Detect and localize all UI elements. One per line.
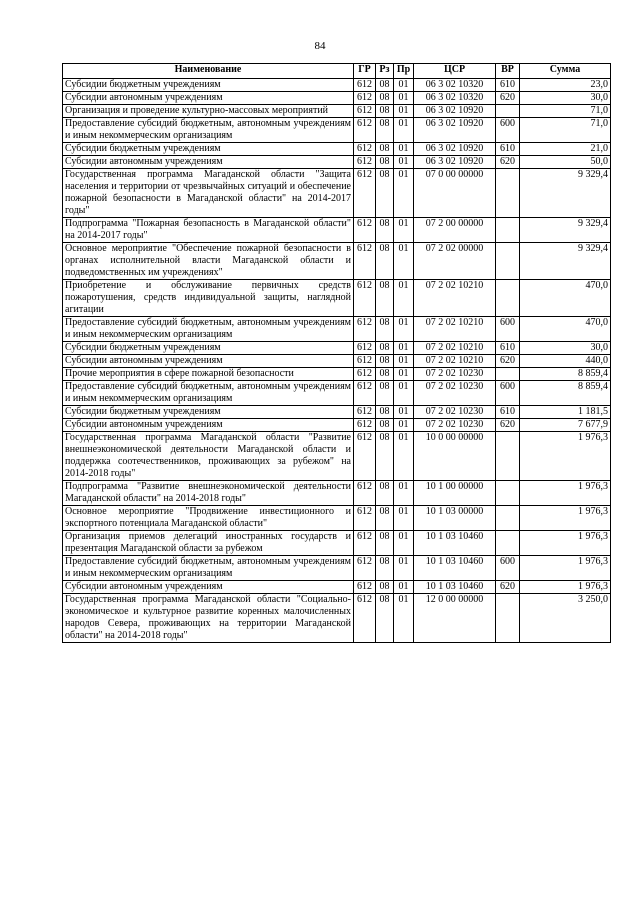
- cell-name: Государственная программа Магаданской области "Развитие внешнеэкономической деятельности Магаданской области и поддержка соотечественников, проживающих за рубежом" на 2014-2018 годы": [63, 432, 354, 481]
- header-pr: Пр: [394, 64, 414, 79]
- cell-rz: 08: [376, 531, 394, 556]
- cell-gr: 612: [354, 381, 376, 406]
- cell-pr: 01: [394, 556, 414, 581]
- table-header-row: [63, 64, 611, 79]
- cell-gr: 612: [354, 342, 376, 355]
- cell-name: Основное мероприятие "Обеспечение пожарной безопасности в органах исполнительной власти Магаданской области и подведомственных им учреждениях": [63, 243, 354, 280]
- cell-name: Субсидии автономным учреждениям: [63, 156, 354, 169]
- cell-rz: 08: [376, 342, 394, 355]
- cell-sum: 71,0: [520, 105, 611, 118]
- cell-pr: 01: [394, 118, 414, 143]
- cell-sum: 30,0: [520, 92, 611, 105]
- header-vr: ВР: [496, 64, 520, 79]
- cell-gr: 612: [354, 79, 376, 92]
- cell-name: Субсидии бюджетным учреждениям: [63, 342, 354, 355]
- cell-gr: 612: [354, 92, 376, 105]
- cell-rz: 08: [376, 556, 394, 581]
- cell-vr: [496, 368, 520, 381]
- cell-pr: 01: [394, 169, 414, 218]
- cell-vr: [496, 506, 520, 531]
- cell-vr: [496, 169, 520, 218]
- cell-vr: 600: [496, 317, 520, 342]
- cell-pr: 01: [394, 342, 414, 355]
- page-number: 84: [314, 40, 326, 52]
- cell-csr: 07 2 02 10230: [414, 406, 496, 419]
- cell-pr: 01: [394, 92, 414, 105]
- table-row: [63, 368, 611, 381]
- cell-csr: 07 2 02 10210: [414, 355, 496, 368]
- cell-csr: 10 1 03 10460: [414, 556, 496, 581]
- cell-gr: 612: [354, 243, 376, 280]
- cell-sum: 30,0: [520, 342, 611, 355]
- cell-csr: 07 2 02 10210: [414, 317, 496, 342]
- cell-csr: 07 2 02 10230: [414, 381, 496, 406]
- cell-rz: 08: [376, 406, 394, 419]
- header-csr: ЦСР: [414, 64, 496, 79]
- cell-csr: 07 2 02 10210: [414, 342, 496, 355]
- table-body: [63, 79, 611, 643]
- cell-gr: 612: [354, 105, 376, 118]
- cell-csr: 07 2 02 10210: [414, 280, 496, 317]
- cell-rz: 08: [376, 581, 394, 594]
- cell-pr: 01: [394, 481, 414, 506]
- cell-csr: 07 2 02 10230: [414, 419, 496, 432]
- table-row: [63, 506, 611, 531]
- cell-csr: 06 3 02 10920: [414, 105, 496, 118]
- header-name: Наименование: [63, 64, 354, 79]
- cell-sum: 9 329,4: [520, 243, 611, 280]
- cell-rz: 08: [376, 594, 394, 643]
- cell-name: Субсидии бюджетным учреждениям: [63, 406, 354, 419]
- cell-gr: 612: [354, 156, 376, 169]
- cell-csr: 07 2 00 00000: [414, 218, 496, 243]
- cell-pr: 01: [394, 243, 414, 280]
- cell-sum: 3 250,0: [520, 594, 611, 643]
- cell-rz: 08: [376, 243, 394, 280]
- cell-sum: 1 976,3: [520, 432, 611, 481]
- cell-sum: 8 859,4: [520, 368, 611, 381]
- cell-pr: 01: [394, 381, 414, 406]
- cell-gr: 612: [354, 280, 376, 317]
- cell-gr: 612: [354, 556, 376, 581]
- cell-vr: 610: [496, 406, 520, 419]
- header-gr: ГР: [354, 64, 376, 79]
- table-row: [63, 531, 611, 556]
- table-row: [63, 432, 611, 481]
- table-row: [63, 355, 611, 368]
- cell-rz: 08: [376, 105, 394, 118]
- cell-name: Организация и проведение культурно-массовых мероприятий: [63, 105, 354, 118]
- cell-gr: 612: [354, 481, 376, 506]
- cell-sum: 1 976,3: [520, 531, 611, 556]
- table-row: [63, 169, 611, 218]
- cell-gr: 612: [354, 594, 376, 643]
- cell-gr: 612: [354, 406, 376, 419]
- cell-vr: 600: [496, 118, 520, 143]
- cell-gr: 612: [354, 432, 376, 481]
- cell-rz: 08: [376, 432, 394, 481]
- cell-sum: 470,0: [520, 317, 611, 342]
- table-row: [63, 381, 611, 406]
- cell-rz: 08: [376, 218, 394, 243]
- cell-name: Прочие мероприятия в сфере пожарной безопасности: [63, 368, 354, 381]
- cell-name: Подпрограмма "Развитие внешнеэкономической деятельности Магаданской области" на 2014-2018 годы": [63, 481, 354, 506]
- table-row: [63, 218, 611, 243]
- cell-vr: [496, 594, 520, 643]
- cell-vr: [496, 218, 520, 243]
- cell-pr: 01: [394, 594, 414, 643]
- cell-vr: [496, 481, 520, 506]
- cell-csr: 07 2 02 10230: [414, 368, 496, 381]
- cell-name: Субсидии автономным учреждениям: [63, 355, 354, 368]
- cell-name: Государственная программа Магаданской области "Защита населения и территории от чрезвычайных ситуаций и обеспечение пожарной безопасности в Магаданской области" на 2014-2017 годы": [63, 169, 354, 218]
- cell-sum: 21,0: [520, 143, 611, 156]
- cell-vr: [496, 432, 520, 481]
- cell-sum: 7 677,9: [520, 419, 611, 432]
- cell-csr: 07 2 02 00000: [414, 243, 496, 280]
- cell-sum: 470,0: [520, 280, 611, 317]
- cell-sum: 1 976,3: [520, 506, 611, 531]
- cell-rz: 08: [376, 317, 394, 342]
- cell-rz: 08: [376, 79, 394, 92]
- cell-vr: 620: [496, 419, 520, 432]
- cell-rz: 08: [376, 92, 394, 105]
- cell-pr: 01: [394, 368, 414, 381]
- cell-pr: 01: [394, 280, 414, 317]
- cell-pr: 01: [394, 355, 414, 368]
- cell-name: Организация приемов делегаций иностранных государств и презентация Магаданской области за рубежом: [63, 531, 354, 556]
- header-rz: Рз: [376, 64, 394, 79]
- cell-name: Предоставление субсидий бюджетным, автономным учреждениям и иным некоммерческим организациям: [63, 556, 354, 581]
- cell-sum: 8 859,4: [520, 381, 611, 406]
- cell-name: Основное мероприятие "Продвижение инвестиционного и экспортного потенциала Магаданской области": [63, 506, 354, 531]
- cell-sum: 440,0: [520, 355, 611, 368]
- cell-rz: 08: [376, 481, 394, 506]
- cell-name: Субсидии автономным учреждениям: [63, 92, 354, 105]
- cell-rz: 08: [376, 143, 394, 156]
- table-row: [63, 243, 611, 280]
- cell-gr: 612: [354, 419, 376, 432]
- cell-rz: 08: [376, 506, 394, 531]
- cell-csr: 10 1 03 00000: [414, 506, 496, 531]
- cell-rz: 08: [376, 169, 394, 218]
- cell-pr: 01: [394, 581, 414, 594]
- cell-rz: 08: [376, 280, 394, 317]
- cell-csr: 10 1 03 10460: [414, 531, 496, 556]
- cell-vr: 610: [496, 79, 520, 92]
- cell-vr: 600: [496, 556, 520, 581]
- cell-name: Предоставление субсидий бюджетным, автономным учреждениям и иным некоммерческим организациям: [63, 317, 354, 342]
- cell-name: Государственная программа Магаданской области "Социально-экономическое и культурное развитие коренных малочисленных народов Севера, проживающих на территории Магаданской области" на 2014-2018 годы": [63, 594, 354, 643]
- cell-sum: 1 976,3: [520, 581, 611, 594]
- cell-csr: 10 1 03 10460: [414, 581, 496, 594]
- cell-csr: 07 0 00 00000: [414, 169, 496, 218]
- cell-rz: 08: [376, 355, 394, 368]
- cell-sum: 1 181,5: [520, 406, 611, 419]
- cell-pr: 01: [394, 419, 414, 432]
- cell-name: Субсидии автономным учреждениям: [63, 419, 354, 432]
- table-row: [63, 581, 611, 594]
- cell-vr: [496, 243, 520, 280]
- table-row: [63, 406, 611, 419]
- cell-rz: 08: [376, 419, 394, 432]
- cell-vr: 620: [496, 92, 520, 105]
- cell-sum: 71,0: [520, 118, 611, 143]
- cell-name: Предоставление субсидий бюджетным, автономным учреждениям и иным некоммерческим организациям: [63, 118, 354, 143]
- table-row: [63, 594, 611, 643]
- cell-sum: 50,0: [520, 156, 611, 169]
- cell-sum: 9 329,4: [520, 169, 611, 218]
- cell-vr: 620: [496, 156, 520, 169]
- cell-gr: 612: [354, 218, 376, 243]
- cell-gr: 612: [354, 506, 376, 531]
- cell-rz: 08: [376, 368, 394, 381]
- cell-sum: 9 329,4: [520, 218, 611, 243]
- cell-name: Субсидии бюджетным учреждениям: [63, 143, 354, 156]
- table-row: [63, 143, 611, 156]
- cell-csr: 06 3 02 10920: [414, 118, 496, 143]
- table-row: [63, 419, 611, 432]
- table-row: [63, 118, 611, 143]
- cell-name: Приобретение и обслуживание первичных средств пожаротушения, средств индивидуальной защиты, наглядной агитации: [63, 280, 354, 317]
- cell-csr: 06 3 02 10920: [414, 156, 496, 169]
- cell-pr: 01: [394, 406, 414, 419]
- cell-pr: 01: [394, 143, 414, 156]
- cell-vr: [496, 531, 520, 556]
- cell-csr: 10 1 00 00000: [414, 481, 496, 506]
- cell-rz: 08: [376, 156, 394, 169]
- cell-vr: [496, 105, 520, 118]
- cell-gr: 612: [354, 368, 376, 381]
- cell-name: Предоставление субсидий бюджетным, автономным учреждениям и иным некоммерческим организациям: [63, 381, 354, 406]
- cell-gr: 612: [354, 581, 376, 594]
- cell-vr: [496, 280, 520, 317]
- cell-gr: 612: [354, 531, 376, 556]
- cell-csr: 06 3 02 10920: [414, 143, 496, 156]
- cell-sum: 23,0: [520, 79, 611, 92]
- header-sum: Сумма: [520, 64, 611, 79]
- cell-rz: 08: [376, 118, 394, 143]
- cell-pr: 01: [394, 218, 414, 243]
- cell-rz: 08: [376, 381, 394, 406]
- cell-sum: 1 976,3: [520, 481, 611, 506]
- cell-name: Подпрограмма "Пожарная безопасность в Магаданской области" на 2014-2017 годы": [63, 218, 354, 243]
- table-row: [63, 280, 611, 317]
- table-row: [63, 556, 611, 581]
- cell-csr: 06 3 02 10320: [414, 92, 496, 105]
- cell-vr: 610: [496, 342, 520, 355]
- table-row: [63, 481, 611, 506]
- cell-gr: 612: [354, 355, 376, 368]
- cell-pr: 01: [394, 506, 414, 531]
- table-row: [63, 156, 611, 169]
- table-row: [63, 79, 611, 92]
- cell-csr: 06 3 02 10320: [414, 79, 496, 92]
- cell-pr: 01: [394, 432, 414, 481]
- cell-sum: 1 976,3: [520, 556, 611, 581]
- cell-gr: 612: [354, 169, 376, 218]
- cell-csr: 10 0 00 00000: [414, 432, 496, 481]
- cell-vr: 620: [496, 581, 520, 594]
- cell-pr: 01: [394, 79, 414, 92]
- table-row: [63, 317, 611, 342]
- cell-name: Субсидии бюджетным учреждениям: [63, 79, 354, 92]
- cell-vr: 610: [496, 143, 520, 156]
- cell-pr: 01: [394, 531, 414, 556]
- budget-table: [62, 63, 611, 643]
- cell-vr: 620: [496, 355, 520, 368]
- cell-pr: 01: [394, 317, 414, 342]
- cell-name: Субсидии автономным учреждениям: [63, 581, 354, 594]
- table-row: [63, 92, 611, 105]
- cell-pr: 01: [394, 105, 414, 118]
- cell-vr: 600: [496, 381, 520, 406]
- cell-gr: 612: [354, 317, 376, 342]
- table-row: [63, 342, 611, 355]
- table-row: [63, 105, 611, 118]
- cell-csr: 12 0 00 00000: [414, 594, 496, 643]
- cell-gr: 612: [354, 118, 376, 143]
- cell-gr: 612: [354, 143, 376, 156]
- cell-pr: 01: [394, 156, 414, 169]
